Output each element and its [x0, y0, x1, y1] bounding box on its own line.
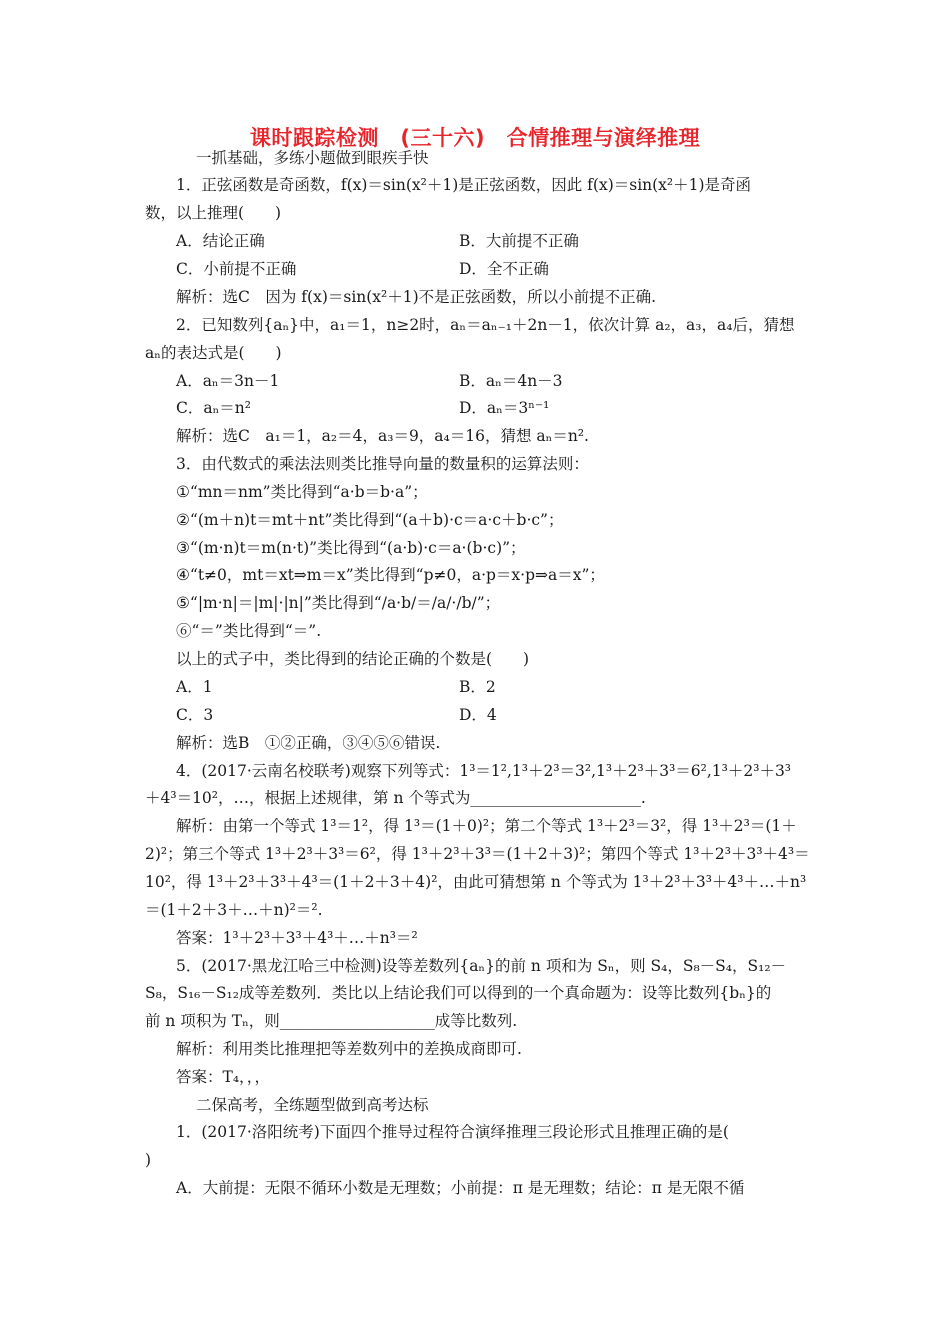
q3-statement-1: ①“mn＝nm”类比得到“a·b＝b·a”； — [176, 483, 428, 501]
q5-answer: 答案：T₄，，， — [176, 1068, 271, 1086]
q1-stem-line1: 1．正弦函数是奇函数，f(x)＝sin(x²＋1)是正弦函数，因此 f(x)＝sin(x²＋1)是奇函 — [176, 176, 752, 194]
page-title: 课时跟踪检测 (三十六) 合情推理与演绎推理 — [249, 126, 701, 150]
q3-statement-5: ⑤“|m·n|＝|m|·|n|”类比得到“/a·b/＝/a/·/b/”； — [176, 594, 501, 612]
q4-analysis-line1: 解析：由第一个等式 1³＝1²，得 1³＝(1＋0)²；第二个等式 1³＋2³＝3²，得 1³＋2³＝(1＋ — [176, 817, 797, 835]
q3-analysis: 解析：选B ①②正确，③④⑤⑥错误. — [176, 734, 441, 752]
q4-stem-line2: ＋4³＝10²，…，根据上述规律，第 n 个等式为______________________. — [145, 789, 646, 807]
q1-analysis: 解析：选C 因为 f(x)＝sin(x²＋1)不是正弦函数，所以小前提不正确. — [176, 288, 657, 306]
q4-analysis-line3: 10²，得 1³＋2³＋3³＋4³＝(1＋2＋3＋4)²，由此可猜想第 n 个等式为 1³＋2³＋3³＋4³＋…＋n³ — [145, 873, 807, 891]
q2-option-d: D．aₙ＝3ⁿ⁻¹ — [459, 399, 550, 417]
q2-option-a: A．aₙ＝3n－1 — [176, 372, 280, 390]
q1-option-c: C．小前提不正确 — [176, 260, 297, 278]
q1-option-d: D．全不正确 — [459, 260, 549, 278]
q4-answer: 答案：1³＋2³＋3³＋4³＋…＋n³＝² — [176, 929, 418, 947]
q3-question: 以上的式子中，类比得到的结论正确的个数是( ) — [176, 650, 530, 668]
q3-statement-2: ②“(m＋n)t＝mt＋nt”类比得到“(a＋b)·c＝a·c＋b·c”； — [176, 511, 564, 529]
p1-option-a: A．大前提：无限不循环小数是无理数；小前提：π 是无理数；结论：π 是无限不循 — [176, 1179, 745, 1197]
section-heading-basic: 一抓基础，多练小题做到眼疾手快 — [196, 149, 429, 167]
q5-stem-line3: 前 n 项积为 Tₙ，则____________________成等比数列. — [145, 1012, 518, 1030]
q3-option-a: A．1 — [176, 678, 213, 696]
q4-analysis-line4: ＝(1＋2＋3＋…＋n)²＝². — [145, 901, 323, 919]
q3-option-d: D．4 — [459, 706, 497, 724]
q5-stem-line2: S₈，S₁₆－S₁₂成等差数列．类比以上结论我们可以得到的一个真命题为：设等比数列{bₙ}的 — [145, 984, 772, 1002]
q4-analysis-line2: 2)²；第三个等式 1³＋2³＋3³＝6²，得 1³＋2³＋3³＝(1＋2＋3)²；第四个等式 1³＋2³＋3³＋4³＝ — [145, 845, 810, 863]
q3-stem: 3．由代数式的乘法法则类比推导向量的数量积的运算法则： — [176, 455, 589, 473]
q2-option-c: C．aₙ＝n² — [176, 399, 252, 417]
q2-option-b: B．aₙ＝4n－3 — [459, 372, 563, 390]
q2-stem-line2: aₙ的表达式是( ) — [145, 344, 282, 362]
q3-option-b: B．2 — [459, 678, 496, 696]
q4-stem-line1: 4．(2017·云南名校联考)观察下列等式：1³＝1²,1³＋2³＝3²,1³＋2³＋3³＝6²,1³＋2³＋3³ — [176, 762, 792, 780]
q3-statement-3: ③“(m·n)t＝m(n·t)”类比得到“(a·b)·c＝a·(b·c)”； — [176, 539, 526, 557]
section-heading-exam: 二保高考，全练题型做到高考达标 — [196, 1096, 429, 1114]
q3-statement-6: ⑥“＝”类比得到“＝”. — [176, 622, 322, 640]
q1-option-a: A．结论正确 — [176, 232, 265, 250]
q5-stem-line1: 5．(2017·黑龙江哈三中检测)设等差数列{aₙ}的前 n 项和为 Sₙ，则 S₄，S₈－S₄，S₁₂－ — [176, 957, 787, 975]
p1-stem-line2: ) — [145, 1151, 152, 1169]
q3-option-c: C．3 — [176, 706, 214, 724]
q3-statement-4: ④“t≠0，mt＝xt⇒m＝x”类比得到“p≠0，a·p＝x·p⇒a＝x”； — [176, 566, 605, 584]
q1-option-b: B．大前提不正确 — [459, 232, 579, 250]
p1-stem-line1: 1．(2017·洛阳统考)下面四个推导过程符合演绎推理三段论形式且推理正确的是( — [176, 1123, 729, 1141]
q2-analysis: 解析：选C a₁＝1，a₂＝4，a₃＝9，a₄＝16，猜想 aₙ＝n². — [176, 427, 589, 445]
q2-stem-line1: 2．已知数列{aₙ}中，a₁＝1，n≥2时，aₙ＝aₙ₋₁＋2n－1，依次计算 a₂，a₃，a₄后，猜想 — [176, 316, 795, 334]
q1-stem-line2: 数，以上推理( ) — [145, 204, 282, 222]
q5-analysis: 解析：利用类比推理把等差数列中的差换成商即可. — [176, 1040, 522, 1058]
